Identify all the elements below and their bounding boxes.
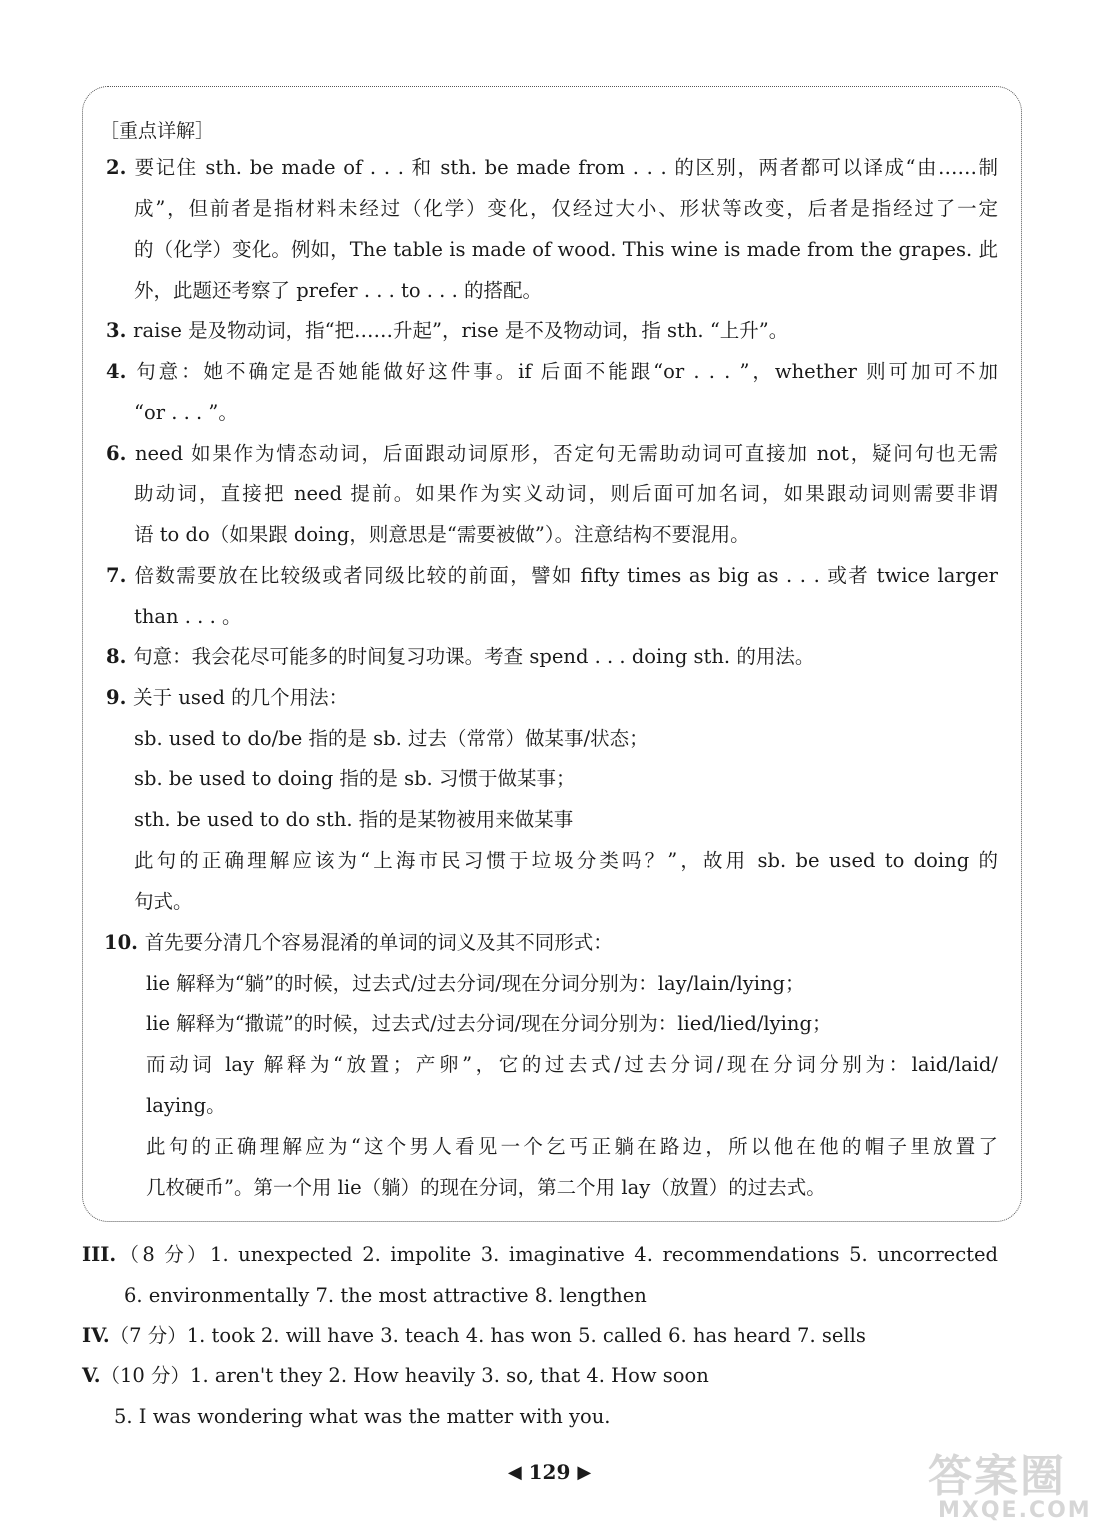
watermark-text: 答案圈 [928,1451,1066,1502]
note-line [106,440,998,468]
answer-line [114,1403,611,1431]
prev-arrow-icon: ◀ [507,1462,522,1483]
note-text: lie 解释为“撒谎”的时候，过去式/过去分词/现在分词分别为：lied/lied/lying； [146,1012,832,1035]
note-number: 4. [106,360,137,383]
note-text: than . . . 。 [134,605,242,628]
note-number: 9. [106,686,134,709]
box-title: ［重点详解］ [100,120,215,142]
section-score: （7 分） [109,1324,187,1347]
note-text: 句意：我会花尽可能多的时间复习功课。考查 spend . . . doing sth. 的用法。 [133,645,815,668]
note-line [134,847,998,875]
page-number: 129 [528,1460,571,1484]
answer-line [82,1362,709,1390]
note-line [134,399,238,427]
note-text: “or . . . ”。 [134,401,238,424]
note-line [134,236,998,264]
answer-line [82,1322,866,1350]
note-line [134,195,998,223]
answer-text: 6. environmentally 7. the most attractive 8. lengthen [124,1284,647,1307]
note-text: 语 to do（如果跟 doing，则意思是“需要被做”）。注意结构不要混用。 [134,523,750,546]
note-number: 3. [106,319,134,342]
note-line [134,888,193,916]
section-label: V. [82,1364,101,1387]
note-line [134,765,575,793]
note-number: 7. [106,564,135,587]
note-line [104,929,613,957]
section-label: IV. [82,1324,110,1347]
note-text: laying。 [146,1094,226,1117]
note-line [134,480,998,508]
note-text: 关于 used 的几个用法： [133,686,349,709]
answer-line [82,1241,998,1269]
note-line [106,643,814,671]
answer-text: 1. unexpected 2. impolite 3. imaginative 4. recommendations 5. uncorrected [210,1243,998,1266]
note-line [146,1051,998,1079]
note-text: 几枚硬币”。第一个用 lie（躺）的现在分词，第二个用 lay（放置）的过去式。 [146,1176,826,1199]
section-score: （8 分） [116,1243,211,1266]
note-line [134,521,750,549]
note-text: 要记住 sth. be made of . . . 和 sth. be made from . . . 的区别，两者都可以译成“由……制 [134,156,998,179]
note-text: 倍数需要放在比较级或者同级比较的前面，譬如 fifty times as big as . . . 或者 twice larger [134,564,998,587]
note-line [106,154,998,182]
note-text: 此句的正确理解应为“这个男人看见一个乞丐正躺在路边，所以他在他的帽子里放置了 [146,1135,998,1158]
answer-text: 1. aren't they 2. How heavily 3. so, that 4. How soon [190,1364,709,1387]
note-text: 此句的正确理解应该为“上海市民习惯于垃圾分类吗？”，故用 sb. be used to doing 的 [134,849,998,872]
section-label: III. [82,1243,117,1266]
note-line [134,277,542,305]
note-line [146,1010,831,1038]
answer-text: 5. I was wondering what was the matter with you. [114,1405,611,1428]
note-text: 首先要分清几个容易混淆的单词的词义及其不同形式： [144,931,613,954]
next-arrow-icon: ▶ [577,1462,592,1483]
note-text: 的（化学）变化。例如，The table is made of wood. This wine is made from the grapes. 此 [134,238,998,261]
note-text: sb. used to do/be 指的是 sb. 过去（常常）做某事/状态； [134,727,649,750]
note-text: 助动词，直接把 need 提前。如果作为实义动词，则后面可加名词，如果跟动词则需要非谓 [134,482,998,505]
note-text: lie 解释为“躺”的时候，过去式/过去分词/现在分词分别为：lay/lain/lying； [146,972,805,995]
note-text: raise 是及物动词，指“把……升起”，rise 是不及物动词，指 sth. “上升”。 [133,319,789,342]
note-number: 10. [104,931,145,954]
section-score: （10 分） [100,1364,191,1387]
note-line [146,970,805,998]
note-line [106,317,788,345]
note-text: 而动词 lay 解释为“放置；产卵”，它的过去式/过去分词/现在分词分别为：laid/laid/ [146,1053,998,1076]
note-text: 成”，但前者是指材料未经过（化学）变化，仅经过大小、形状等改变，后者是指经过了一定 [134,197,998,220]
note-line [106,562,998,590]
note-line [106,684,348,712]
note-line [146,1092,226,1120]
note-number: 8. [106,645,134,668]
note-line [134,725,649,753]
watermark-url: MXQE.COM [938,1498,1092,1523]
answer-text: 1. took 2. will have 3. teach 4. has won 5. called 6. has heard 7. sells [186,1324,866,1347]
note-text: 外，此题还考察了 prefer . . . to . . . 的搭配。 [134,279,542,302]
note-line [134,603,241,631]
note-text: 句意：她不确定是否她能做好这件事。if 后面不能跟“or . . . ”，whether 则可加可不加 [136,360,998,383]
note-line [146,1174,826,1202]
note-line [146,1133,998,1161]
note-line [106,358,998,386]
note-text: sb. be used to doing 指的是 sb. 习惯于做某事； [134,767,576,790]
note-line [134,806,573,834]
answer-line [124,1282,647,1310]
note-number: 2. [106,156,135,179]
note-number: 6. [106,442,135,465]
note-text: need 如果作为情态动词，后面跟动词原形，否定句无需助动词可直接加 not，疑问句也无需 [134,442,998,465]
watermark-logo [920,1440,1090,1530]
note-text: sth. be used to do sth. 指的是某物被用来做某事 [134,808,574,831]
note-text: 句式。 [134,890,193,913]
